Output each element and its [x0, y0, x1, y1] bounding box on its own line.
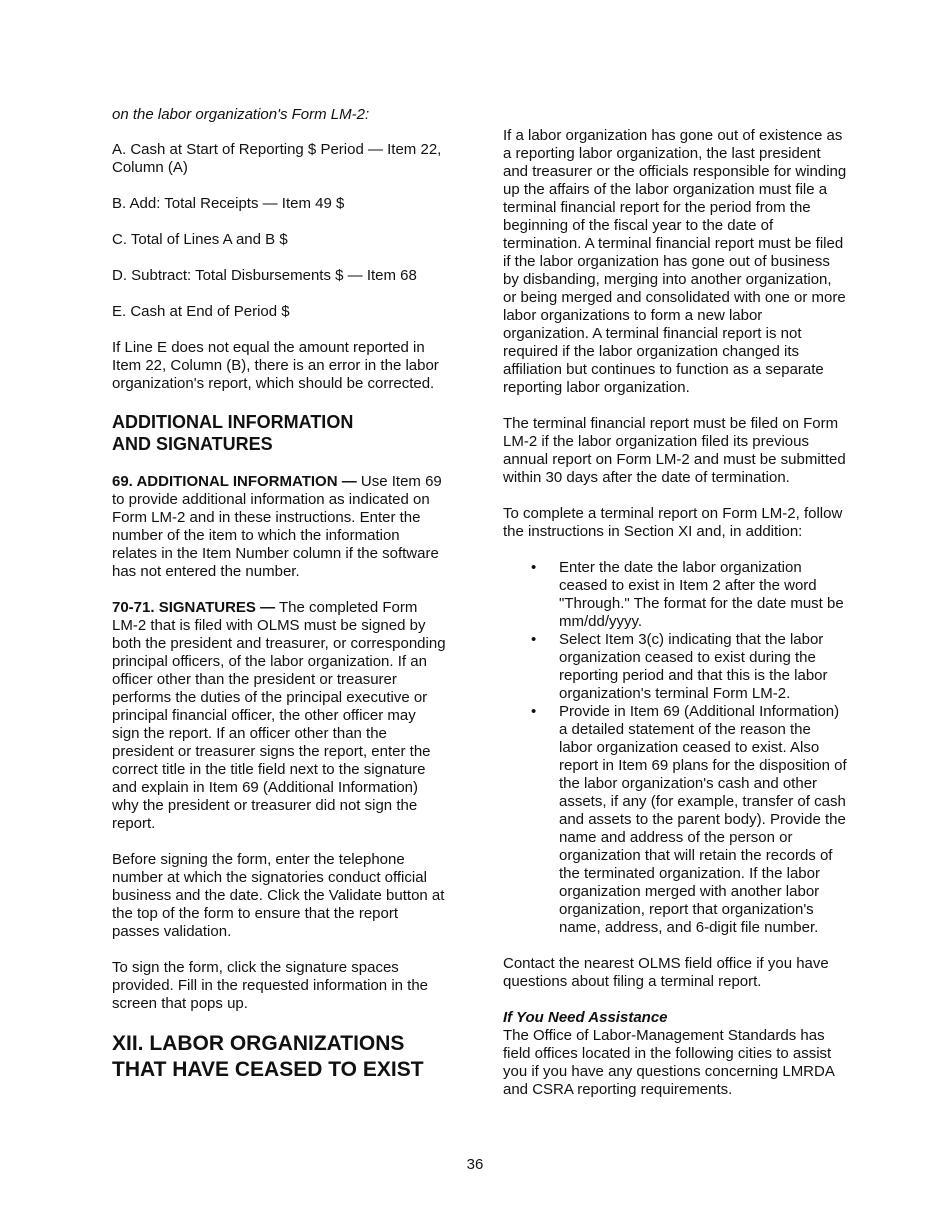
line-c: C. Total of Lines A and B $ — [112, 231, 288, 248]
item-69-text: Use Item 69 to provide additional information as indicated on Form LM-2 and in these instructions. Enter the number of the item to which the information relates in the Item Number column if the software has not entered the number. — [112, 473, 442, 580]
list-item — [531, 631, 848, 703]
assistance-heading: If You Need Assistance — [503, 1009, 668, 1026]
item-70-71-paragraph — [112, 599, 447, 833]
to-sign-paragraph: To sign the form, click the signature spaces provided. Fill in the requested information in the screen that pops up. — [112, 959, 429, 1012]
assistance-text: The Office of Labor-Management Standards has field offices located in the following cities to assist you if you have any questions concerning LMRDA and CSRA reporting requirements. — [503, 1027, 835, 1098]
line-b: B. Add: Total Receipts — Item 49 $ — [112, 195, 345, 212]
item-70-71-label: 70-71. SIGNATURES — — [112, 599, 276, 616]
line-a: A. Cash at Start of Reporting $ Period — Item 22, Column (A) — [112, 141, 442, 176]
contact-paragraph: Contact the nearest OLMS field office if you have questions about filing a terminal report. — [503, 955, 829, 990]
list-item — [531, 703, 848, 937]
item-70-71-text: The completed Form LM-2 that is filed with OLMS must be signed by both the president and treasurer, or corresponding principal officers, of the labor organization. If an officer other than the president or treasurer performs the duties of the principal executive or principal financial officer, the other officer may sign the report. If an officer other than the president or treasurer signs the report, enter the correct title in the title field next to the signature and explain in Item 69 (Additional Information) why the president or treasurer did not sign the report. — [112, 599, 446, 832]
list-item-text: Select Item 3(c) indicating that the labor organization ceased to exist during the reporting period and that this is the labor organization's terminal Form LM-2. — [559, 631, 828, 702]
bullet-icon: • — [531, 631, 537, 648]
list-item — [531, 559, 848, 631]
list-item-text: Enter the date the labor organization ceased to exist in Item 2 after the word "Through." The format for the date must be mm/dd/yyyy. — [559, 559, 844, 630]
item-69-paragraph — [112, 473, 447, 581]
before-signing-paragraph: Before signing the form, enter the telephone number at which the signatories conduct official business and the date. Click the Validate button at the top of the form to ensure that the report passes validation. — [112, 851, 445, 940]
line-d: D. Subtract: Total Disbursements $ — Item 68 — [112, 267, 417, 284]
list-item-text: Provide in Item 69 (Additional Information) a detailed statement of the reason the labor organization ceased to exist. Also report in Item 69 plans for the disposition of the labor organization's cash and other assets, if any (for example, transfer of cash and assets to the parent body). Provide the name and address of the person or organization that will retain the records of the terminated organization. If the labor organization merged with another labor organization, report that organization's name, address, and 6-digit file number. — [559, 703, 847, 936]
section-heading-additional-info — [112, 411, 447, 455]
reconciliation-intro: on the labor organization's Form LM-2: — [112, 106, 370, 123]
section-xii-heading — [112, 1031, 447, 1083]
right-column — [503, 127, 848, 1099]
line-e: E. Cash at End of Period $ — [112, 303, 290, 320]
bullet-icon: • — [531, 559, 537, 576]
bullet-icon: • — [531, 703, 537, 720]
section-xii-heading-line-1: XII. LABOR ORGANIZATIONS — [112, 1032, 405, 1055]
terminal-report-instructions: To complete a terminal report on Form LM-2, follow the instructions in Section XI and, in addition: — [503, 505, 843, 540]
item-69-label: 69. ADDITIONAL INFORMATION — — [112, 473, 357, 490]
section-heading-line-2: AND SIGNATURES — [112, 434, 273, 454]
section-xii-heading-line-2: THAT HAVE CEASED TO EXIST — [112, 1058, 424, 1081]
left-column — [112, 106, 447, 1083]
terminal-report-intro: If a labor organization has gone out of existence as a reporting labor organization, the last president and treasurer or the officials responsible for winding up the affairs of the labor organization must file a terminal financial report for the period from the beginning of the fiscal year to the date of termination. A terminal financial report must be filed if the labor organization has gone out of business by disbanding, merging into another organization, or being merged and consolidated with one or more labor organizations to form a new labor organization. A terminal financial report is not required if the labor organization changed its affiliation but continues to function as a separate reporting labor organization. — [503, 127, 847, 396]
terminal-report-filing: The terminal financial report must be filed on Form LM-2 if the labor organization filed its previous annual report on Form LM-2 and must be submitted within 30 days after the date of termination. — [503, 415, 846, 486]
section-heading-line-1: ADDITIONAL INFORMATION — [112, 412, 354, 432]
terminal-report-steps — [503, 559, 848, 937]
page-number: 36 — [466, 1156, 484, 1173]
line-e-note: If Line E does not equal the amount reported in Item 22, Column (B), there is an error in the labor organization's report, which should be corrected. — [112, 339, 439, 392]
